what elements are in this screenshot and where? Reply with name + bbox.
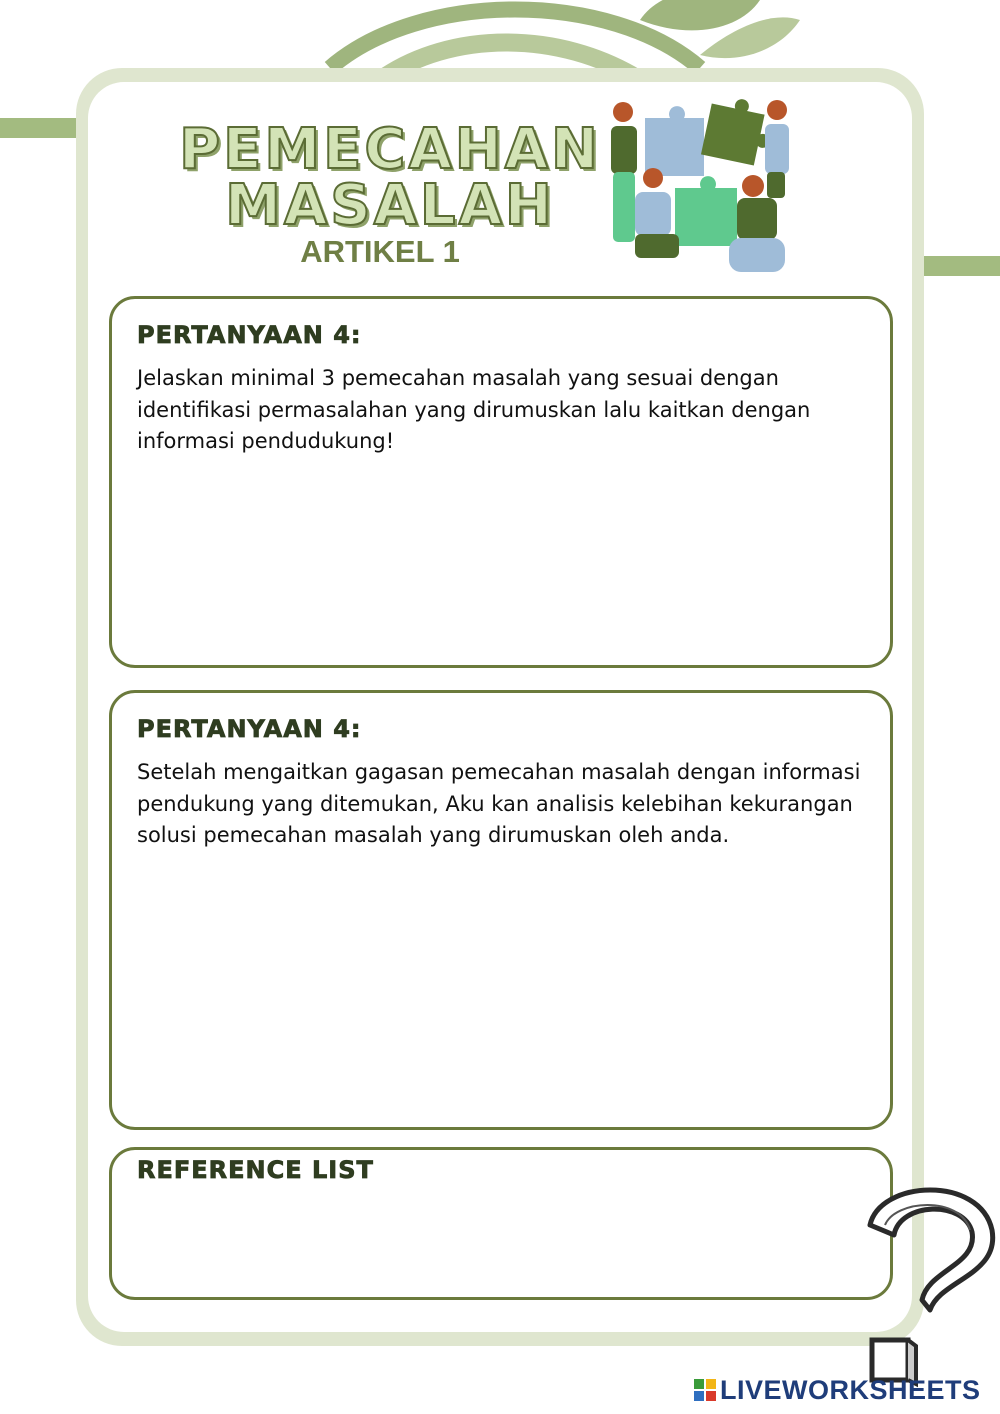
question-box-2: [109, 690, 893, 1130]
reference-box: [109, 1147, 893, 1300]
puzzle-team-illustration: [605, 98, 815, 283]
question-text: Setelah mengaitkan gagasan pemecahan masalah dengan informasi pendukung yang ditemukan, Aku kan analisis kelebihan kekurangan solusi pemecahan masalah yang dirumuskan oleh anda.: [137, 760, 861, 847]
page-title-line-2: MASALAH: [225, 173, 555, 238]
question-heading: PERTANYAAN 4:: [137, 321, 362, 349]
footer-brand: [694, 1372, 981, 1408]
question-box-1: [109, 296, 893, 668]
question-text: Jelaskan minimal 3 pemecahan masalah yang sesuai dengan identifikasi permasalahan yang dirumuskan lalu kaitkan dengan informasi pendudukung!: [137, 366, 811, 453]
page-title-line-1: PEMECAHAN: [179, 117, 601, 182]
page-subtitle: ARTIKEL 1: [300, 234, 460, 269]
reference-heading: REFERENCE LIST: [137, 1156, 374, 1184]
answer-area-1[interactable]: [132, 611, 870, 651]
footer-brand-text: LIVEWORKSHEETS: [720, 1374, 981, 1405]
question-heading: PERTANYAAN 4:: [137, 715, 362, 743]
liveworksheets-logo-icon: [694, 1379, 716, 1401]
reference-answer-area[interactable]: [132, 1243, 870, 1283]
answer-area-2[interactable]: [132, 1073, 870, 1113]
